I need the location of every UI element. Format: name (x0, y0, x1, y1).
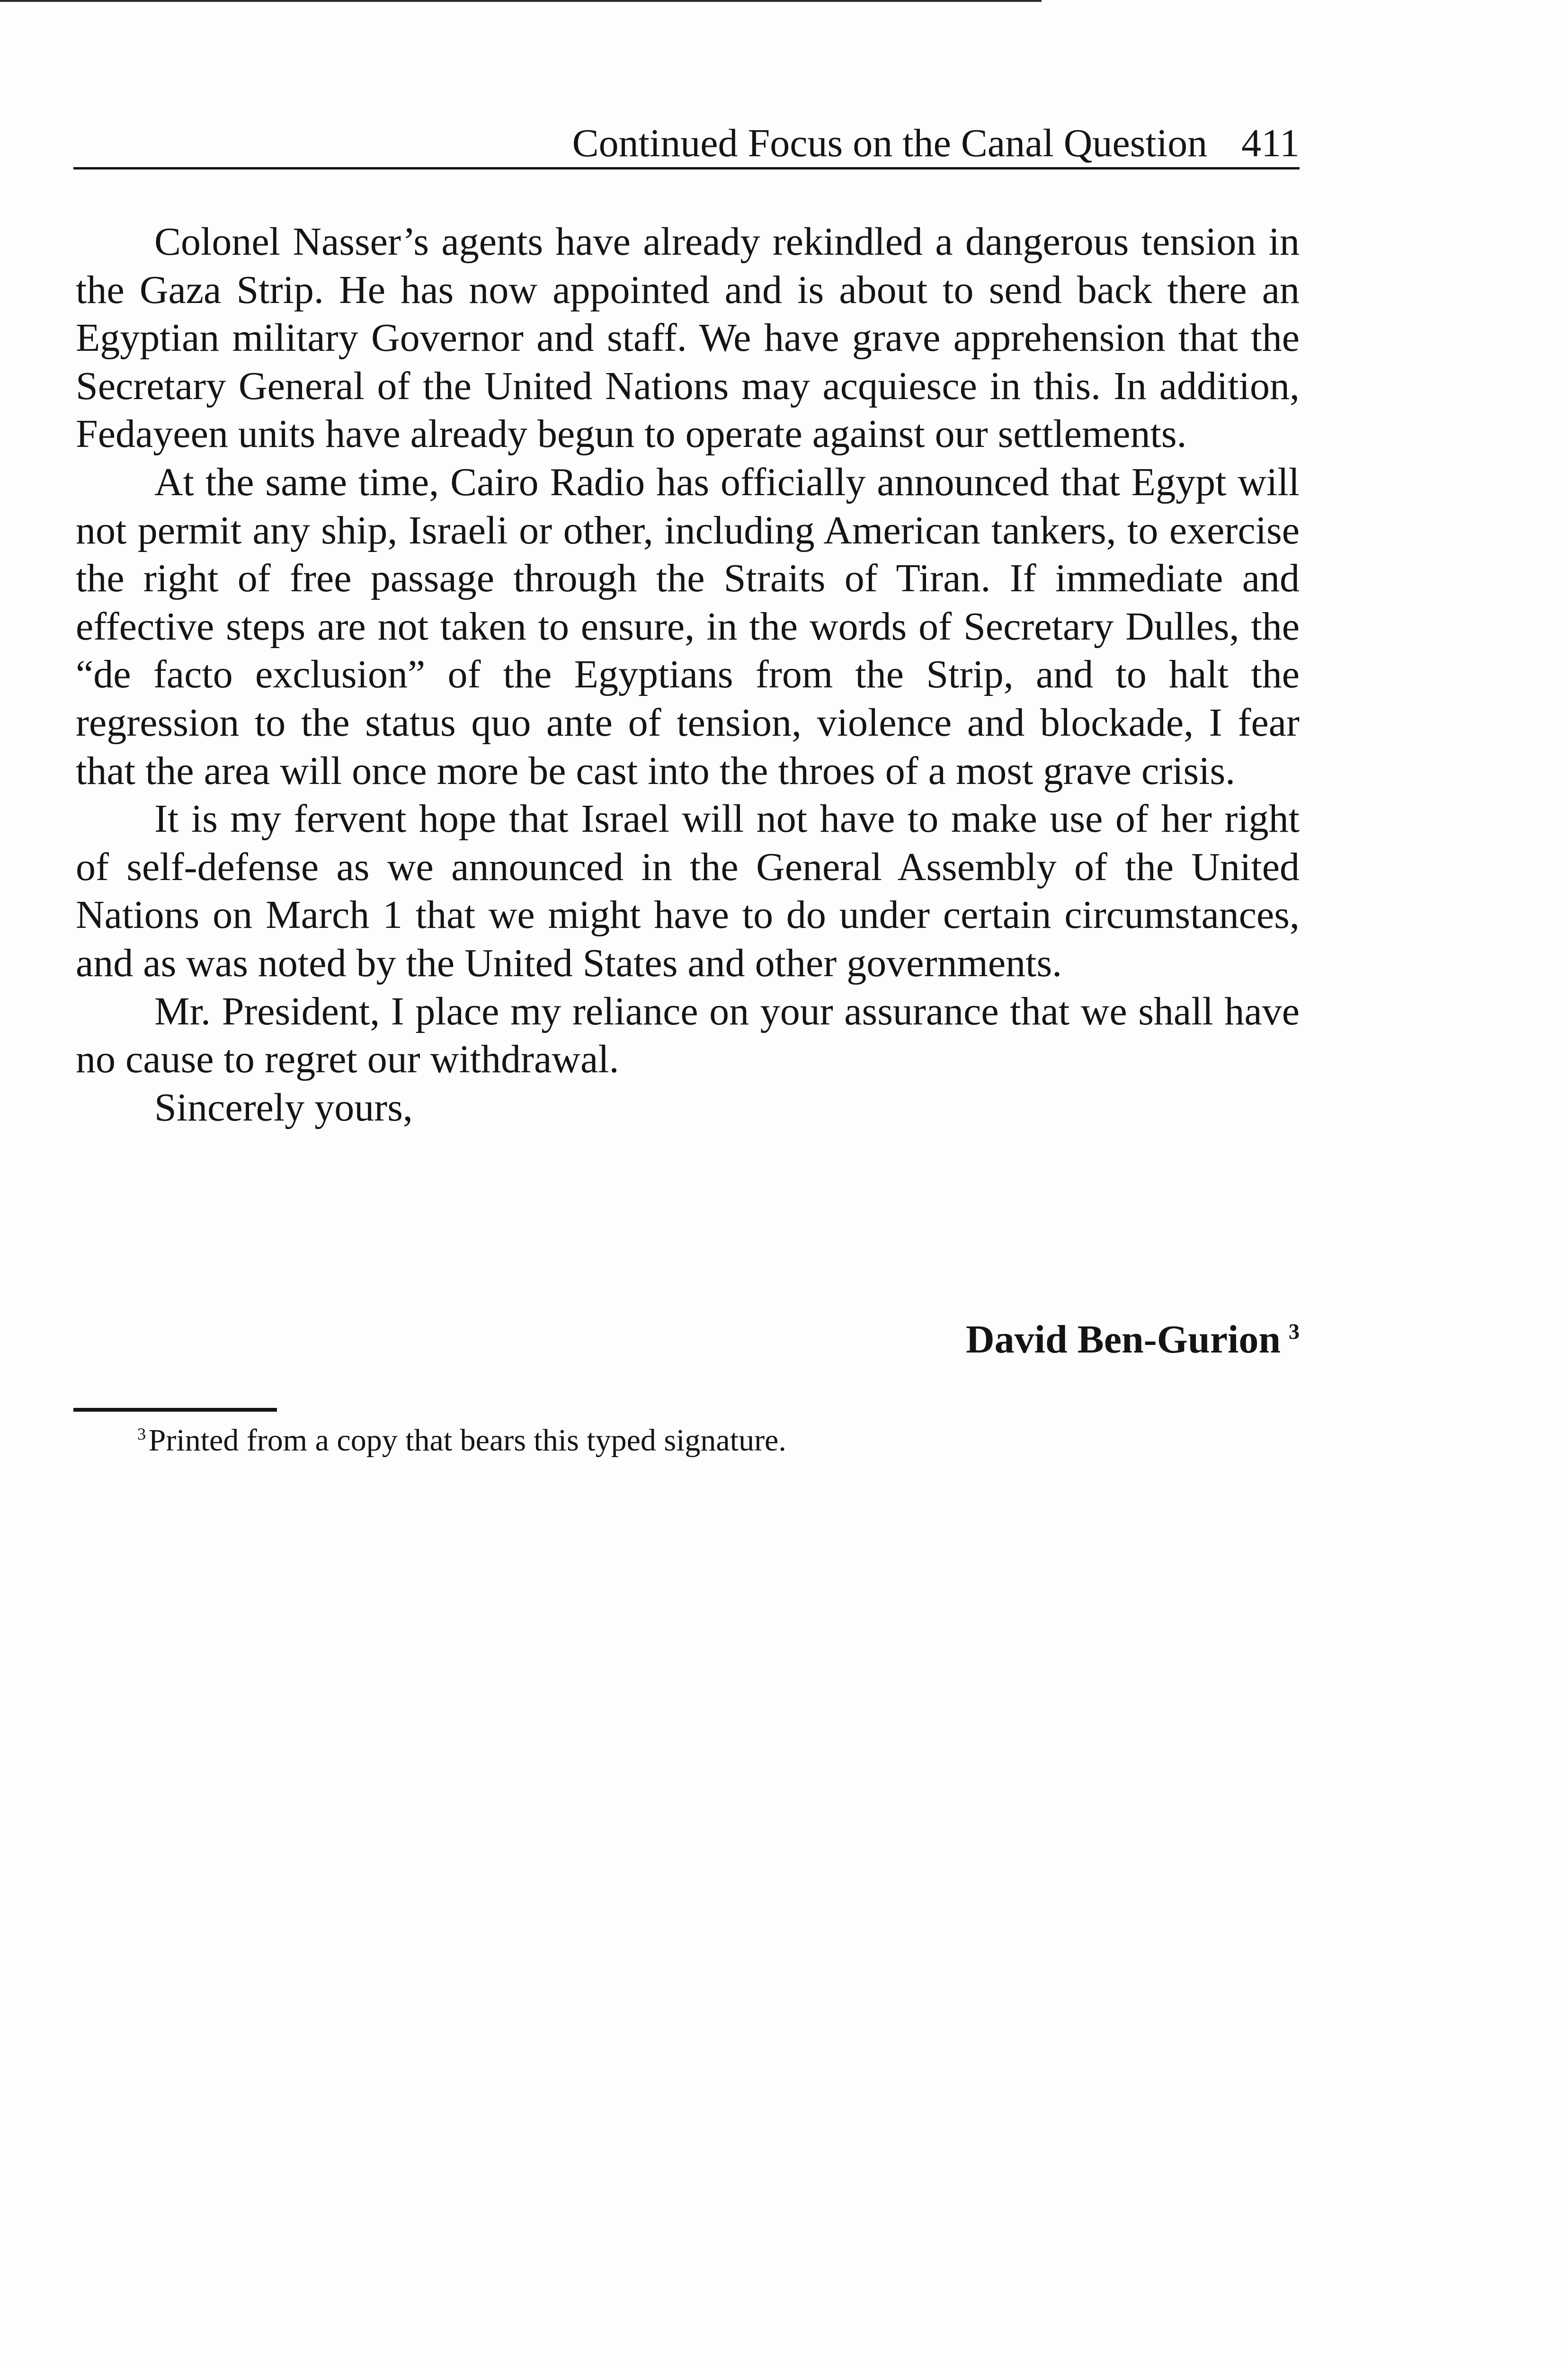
closing-salutation: Sincerely yours, (154, 1085, 413, 1130)
footnote (137, 1419, 1274, 1462)
page-number: 411 (1241, 121, 1300, 165)
signature-name: David Ben-Gurion (965, 1317, 1281, 1361)
letter-body (76, 218, 1300, 1131)
signature-block (76, 1314, 1300, 1366)
scan-edge-line (0, 0, 1042, 2)
paragraph-gaza-tension: Colonel Nasser’s agents have already rekindled a dangerous tension in the Gaza Strip. He has now appointed and is about to send back there an Egyptian military Governor and staff. We have grave apprehension that the Secretary General of the United Nations may acquiesce in this. In addition, Fedayeen units have already begun to operate against our settlements. (76, 220, 1300, 456)
footnote-marker: 3 (137, 1424, 146, 1443)
paragraph-reliance: Mr. President, I place my reliance on your assurance that we shall have no cause to regret our withdrawal. (76, 989, 1300, 1082)
signature-footnote-marker: 3 (1288, 1319, 1300, 1344)
running-title: Continued Focus on the Canal Question (572, 121, 1208, 165)
paragraph-self-defense: It is my fervent hope that Israel will not have to make use of her right of self-defense as we announced in the General Assembly of the United Nations on March 1 that we might have to do under certain circumstances, and as was noted by the United States and other governments. (76, 797, 1300, 985)
paragraph-straits-of-tiran: At the same time, Cairo Radio has officially announced that Egypt will not permit any ship, Israeli or other, including American tankers, to exercise the right of free passage through the Straits of Tiran. If immediate and effective steps are not taken to ensure, in the words of Secretary Dulles, the “de facto exclusion” of the Egyptians from the Strip, and to halt the regression to the status quo ante of tension, violence and blockade, I fear that the area will once more be cast into the throes of a most grave crisis. (76, 460, 1300, 793)
footnote-text: Printed from a copy that bears this typed signature. (148, 1423, 786, 1458)
footnote-divider (73, 1408, 277, 1412)
running-head (73, 117, 1300, 169)
